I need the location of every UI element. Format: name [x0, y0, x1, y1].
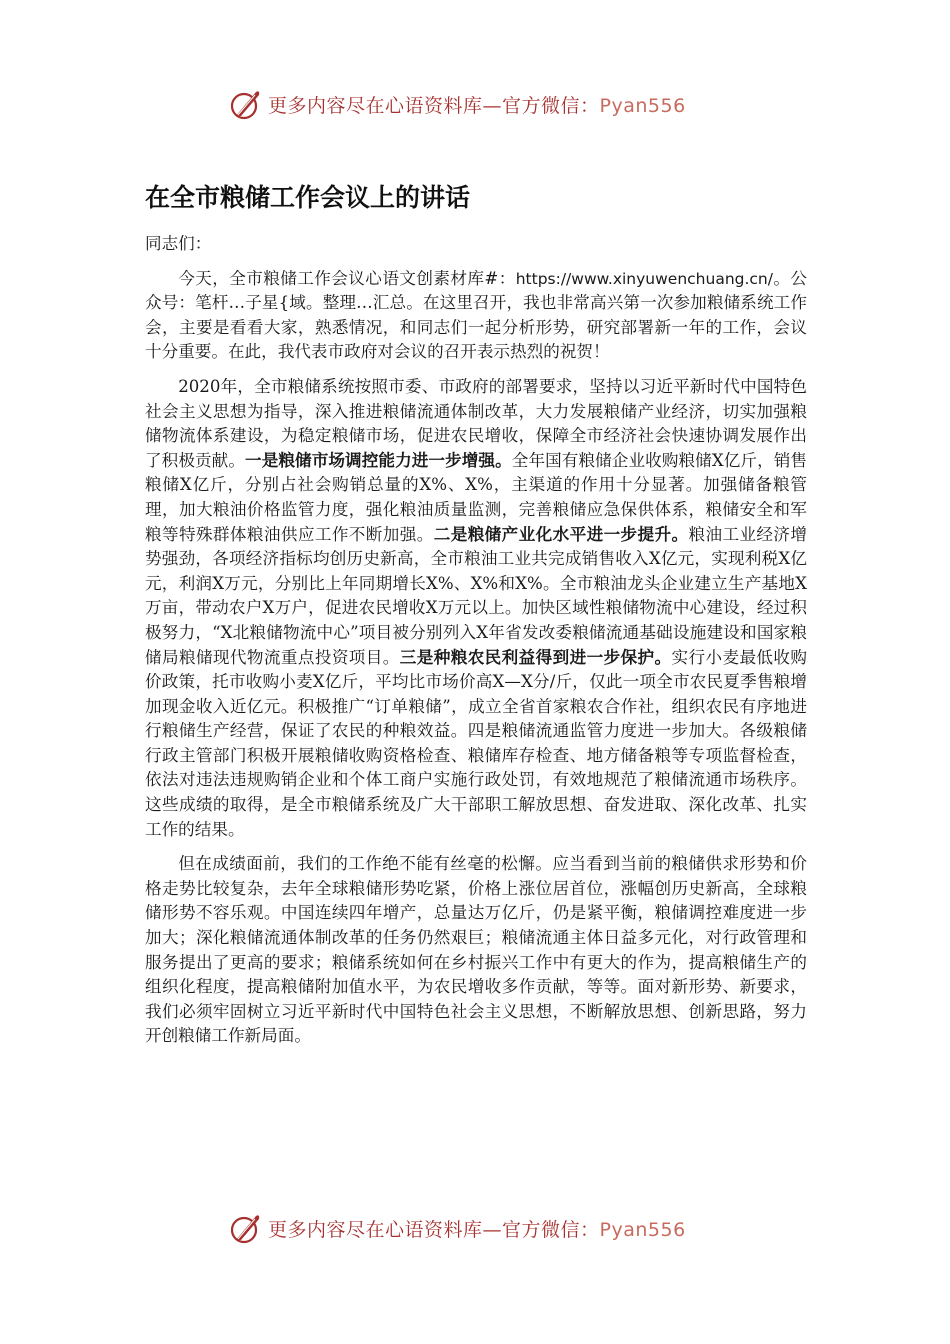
banner-text: 更多内容尽在心语资料库—官方微信：Pyan556: [268, 94, 686, 117]
paragraph-1: 今天，全市粮储工作会议心语文创素材库#：https://www.xinyuwenchuang.cn/。公众号：笔杆…子星{域。整理…汇总。在这里召开，我也非常高兴第一次参加粮储系统工作会，主要是看看大家，熟悉情况，和同志们一起分析形势，研究部署新一年的工作，会议十分重要。在此，我代表市政府对会议的召开表示热烈的祝贺！: [145, 268, 808, 362]
footer-banner: [228, 1208, 728, 1248]
header-banner: [228, 84, 728, 124]
highlight-1: 一是粮储市场调控能力进一步增强。: [245, 450, 512, 470]
greeting: 同志们：: [145, 234, 212, 253]
paragraph-3: 但在成绩面前，我们的工作绝不能有丝毫的松懈。应当看到当前的粮储供求形势和价格走势比较复杂，去年全球粮储形势吃紧，价格上涨位居首位，涨幅创历史新高，全球粮储形势不容乐观。中国连续四年增产，总量达万亿斤，仍是紧平衡，粮储调控难度进一步加大；深化粮储流通体制改革的任务仍然艰巨；粮储流通主体日益多元化，对行政管理和服务提出了更高的要求；粮储系统如何在乡村振兴工作中有更大的作为，提高粮储生产的组织化程度，提高粮储附加值水平，为农民增收多作贡献，等等。面对新形势、新要求，我们必须牢固树立习近平新时代中国特色社会主义思想，不断解放思想、创新思路，努力开创粮储工作新局面。: [145, 854, 807, 1046]
paragraph-2: 2020年，全市粮储系统按照市委、市政府的部署要求，坚持以习近平新时代中国特色社会主义思想为指导，深入推进粮储流通体制改革，大力发展粮储产业经济，切实加强粮储物流体系建设，为稳定粮储市场，促进农民增收，保障全市经济社会快速协调发展作出了积极贡献。一是粮储市场调控能力进一步增强。全年国有粮储企业收购粮储X亿斤，销售粮储X亿斤，分别占社会购销总量的X%、X%，主渠道的作用十分显著。加强储备粮管理，加大粮油价格监管力度，强化粮油质量监测，完善粮储应急保供体系，粮储安全和军粮等特殊群体粮油供应工作不断加强。二是粮储产业化水平进一步提升。粮油工业经济增势强劲，各项经济指标均创历史新高，全市粮油工业共完成销售收入X亿元，实现利税X亿元，利润X万元，分别比上年同期增长X%、X%和X%。全市粮油龙头企业建立生产基地X万亩，带动农户X万户，促进农民增收X万元以上。加快区域性粮储物流中心建设，经过积极努力，“X北粮储物流中心”项目被分别列入X年省发改委粮储流通基础设施建设和国家粮储局粮储现代物流重点投资项目。三是种粮农民利益得到进一步保护。实行小麦最低收购价政策，托市收购小麦X亿斤，平均比市场价高X—X分/斤，仅此一项全市农民夏季售粮增加现金收入近亿元。积极推广“订单粮储”，成立全省首家粮农合作社，组织农民有序地进行粮储生产经营，保证了农民的种粮效益。四是粮储流通监管力度进一步加大。各级粮储行政主管部门积极开展粮储收购资格检查、粮储库存检查、地方储备粮等专项监督检查，依法对违法违规购销企业和个体工商户实施行政处罚，有效地规范了粮储流通市场秩序。这些成绩的取得，是全市粮储系统及广大干部职工解放思想、奋发进取、深化改革、扎实工作的结果。: [145, 376, 808, 839]
quill-pen-icon: [228, 86, 264, 122]
document-body: [145, 232, 807, 1059]
document-title: 在全市粮储工作会议上的讲话: [145, 183, 471, 212]
quill-pen-icon: [228, 1210, 264, 1246]
banner-text: 更多内容尽在心语资料库—官方微信：Pyan556: [268, 1218, 686, 1241]
highlight-3: 三是种粮农民利益得到进一步保护。: [399, 647, 672, 667]
website-url: https://www.xinyuwenchuang.cn/: [515, 269, 773, 288]
highlight-2: 二是粮储产业化水平进一步提升。: [433, 524, 689, 544]
